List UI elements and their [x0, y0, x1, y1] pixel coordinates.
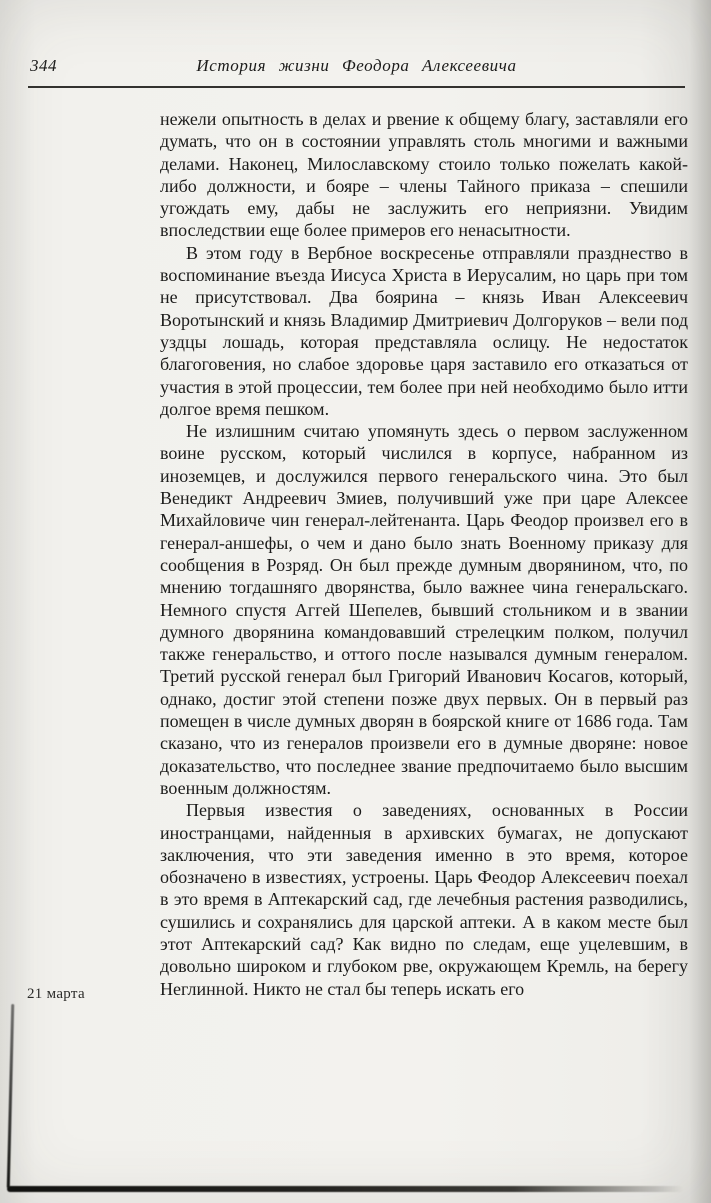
paragraph-4: Первыя известия о заведениях, основанных в России иностранцами, найденныя в архивских бумагах, не допускают заключения, что эти заведения именно в это время, которое обозначено в известиях, устроены. Царь Феодор Алексеевич поехал в это время в Аптекарский сад, где лечебныя растения разводились, сушились и сохранялись для царской аптеки. А в каком месте был этот Аптекарский сад? Как видно по следам, еще уцелевшим, в довольно широком и глубоком рве, окружающем Кремль, на берегу Неглинной. Никто не стал бы теперь искать его: [160, 800, 688, 999]
margin-note-date: 21 марта: [27, 986, 85, 1002]
page-header: [28, 56, 685, 80]
body-text-block: [160, 108, 688, 1000]
paragraph-3: Не излишним считаю упомянуть здесь о первом заслуженном воине русском, который числился в корпусе, набранном из иноземцев, и дослужился первого генеральского чина. Это был Венедикт Андреевич Змиев, получивший уже при царе Алексее Михайловиче чин генерал-лейтенанта. Царь Феодор произвел его в генерал-аншефы, о чем и дано было знать Военному приказу для сообщения в Розряд. Он был прежде думным дворянином, что, по мнению тогдашняго дворянства, было важнее чина генеральскаго. Немного спустя Аггей Шепелев, бывший стольником и в звании думного дворянина командовавший стрелецким полком, получил также генеральство, и оттого после назывался думным генералом. Третий русской генерал был Григорий Иванович Косагов, который, однако, достиг этой степени позже двух первых. Он в первый раз помещен в числе думных дворян в боярской книге от 1686 года. Там сказано, что из генералов произвели его в думные дворяне: новое доказательство, что последнее звание предпочитаемо было высшим военным должностям.: [160, 421, 688, 798]
page-number: 344: [30, 56, 57, 75]
scan-artifact-right-shade: [689, 0, 711, 1203]
scan-artifact-bottom-edge: [7, 1186, 683, 1192]
scan-artifact-left-edge: [7, 1004, 14, 1188]
paragraph-1: нежели опытность в делах и рвение к общему благу, заставляли его думать, что он в состоянии управлять столь многими и важными делами. Наконец, Милославскому стоило только пожелать какой-либо должности, и бояре – члены Тайного приказа – спешили угождать ему, дабы не заслужить его неприязни. Увидим впоследствии еще более примеров его ненасытности.: [160, 109, 688, 241]
paragraph-2: В этом году в Вербное воскресенье отправляли празднество в воспоминание въезда Иисуса Христа в Иерусалим, но царь при том не присутствовал. Два боярина – князь Иван Алексеевич Воротынский и князь Владимир Дмитриевич Долгоруков – вели под уздцы лошадь, которая представляла ослицу. Не недостаток благоговения, но слабое здоровье царя заставило его отказаться от участия в этой процессии, тем более при ней необходимо было итти долгое время пешком.: [160, 242, 688, 419]
running-title: История жизни Феодора Алексеевича: [196, 56, 517, 75]
header-rule: [28, 86, 685, 88]
